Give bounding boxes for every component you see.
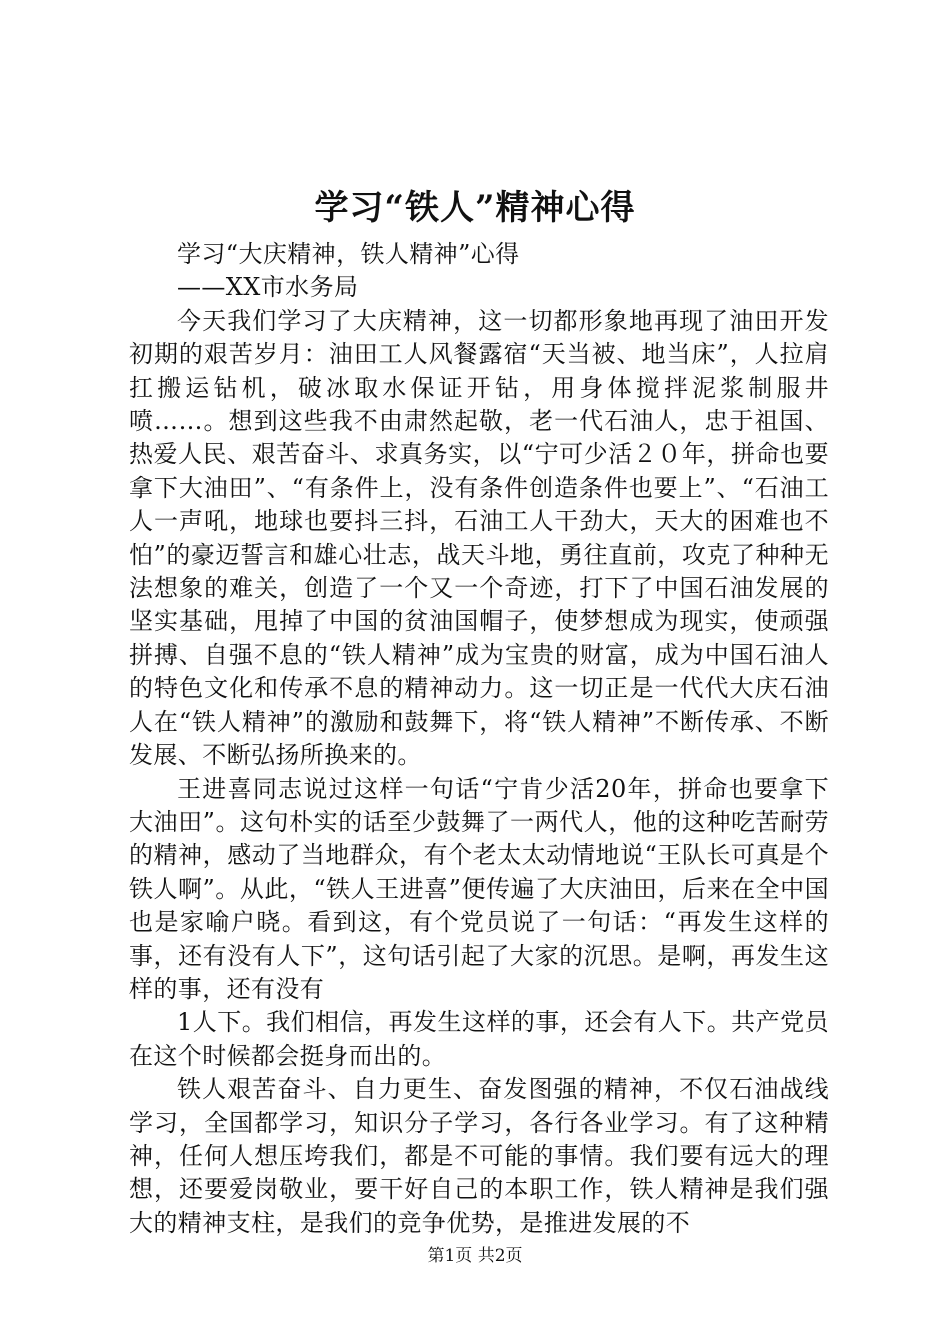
body-paragraph: 铁人艰苦奋斗、自力更生、奋发图强的精神，不仅石油战线学习，全国都学习，知识分子学习，各行各业学习。有了这种精神，任何人想压垮我们，都是不可能的事情。我们要有远大的理想，还要爱岗敬业，要干好自己的本职工作，铁人精神是我们强大的精神支柱，是我们的竞争优势，是推进发展的不 [129, 1075, 829, 1237]
subtitle-line: 学习“大庆精神，铁人精神”心得 [177, 240, 520, 268]
author-line: ——XX市水务局 [177, 273, 359, 302]
body-paragraph: 1人下。我们相信，再发生这样的事，还会有人下。共产党员在这个时候都会挺身而出的。 [129, 1008, 829, 1070]
body-paragraph: 今天我们学习了大庆精神，这一切都形象地再现了油田开发初期的艰苦岁月：油田工人风餐露宿“天当被、地当床”，人拉肩扛搬运钻机，破冰取水保证开钻，用身体搅拌泥浆制服井喷……。想到这些我不由肃然起敬，老一代石油人，忠于祖国、热爱人民、艰苦奋斗、求真务实，以“宁可少活２０年，拼命也要拿下大油田”、“有条件上，没有条件创造条件也要上”、“石油工人一声吼，地球也要抖三抖，石油工人干劲大，天大的困难也不怕”的豪迈誓言和雄心壮志，战天斗地，勇往直前，攻克了种种无法想象的难关，创造了一个又一个奇迹，打下了中国石油发展的坚实基础，甩掉了中国的贫油国帽子，使梦想成为现实，使顽强拼搏、自强不息的“铁人精神”成为宝贵的财富，成为中国石油人的特色文化和传承不息的精神动力。这一切正是一代代大庆石油人在“铁人精神”的激励和鼓舞下，将“铁人精神”不断传承、不断发展、不断弘扬所换来的。 [129, 306, 829, 770]
body-paragraph: 王进喜同志说过这样一句话“宁肯少活20年，拼命也要拿下大油田”。这句朴实的话至少鼓舞了一两代人，他的这种吃苦耐劳的精神，感动了当地群众，有个老太太动情地说“王队长可真是个铁人啊”。从此，“铁人王进喜”便传遍了大庆油田，后来在全中国也是家喻户晓。看到这，有个党员说了一句话：“再发生这样的事，还有没有人下”，这句话引起了大家的沉思。是啊，再发生这样的事，还有没有 [129, 774, 829, 1003]
page-number-footer: 第1页 共2页 [427, 1246, 523, 1266]
document-title: 学习“铁人”精神心得 [314, 188, 636, 228]
document-body [129, 238, 829, 1240]
